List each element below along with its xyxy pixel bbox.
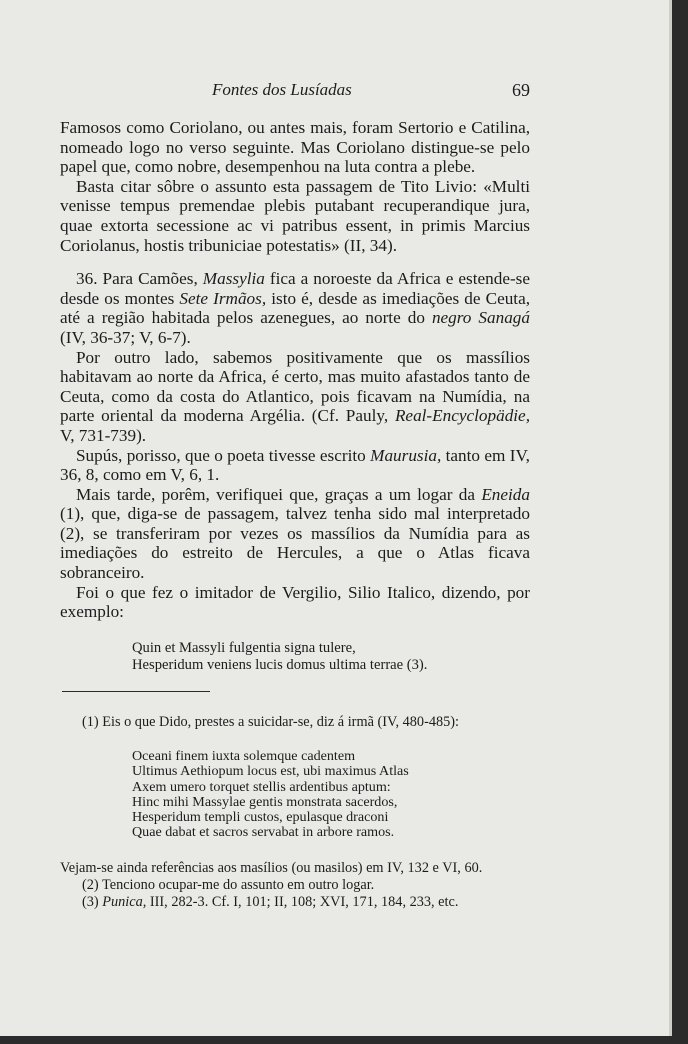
italic-punica: Punica,: [102, 893, 147, 910]
text-run: V, 731-739).: [60, 425, 147, 445]
verse-line: Ultimus Aethiopum locus est, ubi maximus Atlas: [132, 763, 409, 780]
italic-real-encyclopadie: Real-Encyclopädie,: [394, 406, 530, 426]
text-run: Por outro lado, sabemos positivamente que os massílios habitavam ao norte da Africa, é certo, mas muito afastados tanto de Ceuta, como da costa do Atlantico, pois ficavam na Numídia, na parte oriental da moderna Argélia. (Cf. Pauly,: [60, 347, 530, 426]
italic-eneida: Eneida: [481, 484, 530, 504]
latin-quotation: [132, 640, 530, 674]
paragraph-maurusia: [60, 446, 530, 485]
footnote-1-verse: [132, 749, 534, 841]
text-run: fica a noroeste da Africa e estende-se desde os montes: [60, 269, 531, 308]
text-run: Supús, porisso, que o poeta tivesse escrito: [76, 445, 371, 465]
text-run: tanto em IV, 36, 8, como em V, 6, 1.: [60, 445, 530, 485]
text-run: Mais tarde, porêm, verifiquei que, graças a um logar da: [76, 484, 482, 504]
verse-line: Quin et Massyli fulgentia signa tulere,: [132, 639, 356, 656]
footnote-3: [60, 894, 534, 911]
footnote-2: (2) Tenciono ocupar-me do assunto em outro logar.: [82, 876, 375, 893]
footnote-1-continuation: Vejam-se ainda referências aos masílios (ou masilos) em IV, 132 e VI, 60.: [60, 859, 483, 876]
page-header: [60, 80, 530, 104]
page-number: 69: [512, 80, 530, 100]
text-run: isto é, desde as imediações de Ceuta, até a região habitada pelos azenegues, ao norte do: [60, 288, 530, 328]
verse-line: Axem umero torquet stellis ardentibus aptum:: [132, 778, 391, 795]
text-run: (3): [82, 893, 103, 910]
paragraph-silio-italico: Foi o que fez o imitador de Vergilio, Silio Italico, dizendo, por exemplo:: [60, 582, 530, 622]
verse-line: Quae dabat et sacros servabat in arbore ramos.: [132, 824, 395, 841]
paragraph-coriolano: Famosos como Coriolano, ou antes mais, foram Sertorio e Catilina, nomeado logo no verso seguinte. Mas Coriolano distingue-se pelo papel que, como nobre, desempenhou na luta contra a plebe.: [60, 118, 530, 177]
footnote-1: (1) Eis o que Dido, prestes a suicidar-se, diz á irmã (IV, 480-485):: [82, 714, 460, 730]
verse-line: Hesperidum templi custos, epulasque draconi: [132, 809, 389, 826]
footnote-divider: [62, 691, 210, 692]
verse-line: Hesperidum veniens lucis domus ultima terrae (3).: [132, 656, 428, 673]
text-run: III, 282-3. Cf. I, 101; II, 108; XVI, 171, 184, 233, etc.: [146, 893, 459, 910]
verse-line: Oceani finem iuxta solemque cadentem: [132, 748, 356, 764]
paragraph-36-massylia: [60, 269, 530, 347]
paragraph-eneida: [60, 485, 530, 583]
italic-negro-sanaga: negro Sanagá: [431, 308, 530, 328]
italic-massylia: Massylia: [202, 269, 265, 289]
footnotes: [60, 714, 534, 911]
italic-maurusia: Maurusia,: [370, 445, 442, 465]
running-title: Fontes dos Lusíadas: [212, 80, 352, 99]
main-text: [60, 118, 530, 674]
text-run: (1), que, diga-se de passagem, talvez tenha sido mal interpretado (2), se transferiram por vezes os massílios da Numídia para as imediações do estreito de Hercules, a que o Atlas ficava sobranceiro.: [60, 504, 530, 583]
text-run: (IV, 36-37; V, 6-7).: [60, 327, 191, 347]
paragraph-massilios: [60, 348, 530, 446]
verse-line: Hinc mihi Massylae gentis monstrata sacerdos,: [132, 793, 398, 810]
text-run: 36. Para Camões,: [76, 269, 203, 289]
italic-sete-irmaos: Sete Irmãos,: [179, 288, 267, 308]
paragraph-tito-livio: Basta citar sôbre o assunto esta passagem de Tito Livio: «Multi venisse tempus premendae plebis putabant recuperandique jura, quae extorta secessione ac vi patribus essent, in primis Marcius Coriolanus, hostis tribuniciae potestatis» (II, 34).: [60, 176, 530, 255]
